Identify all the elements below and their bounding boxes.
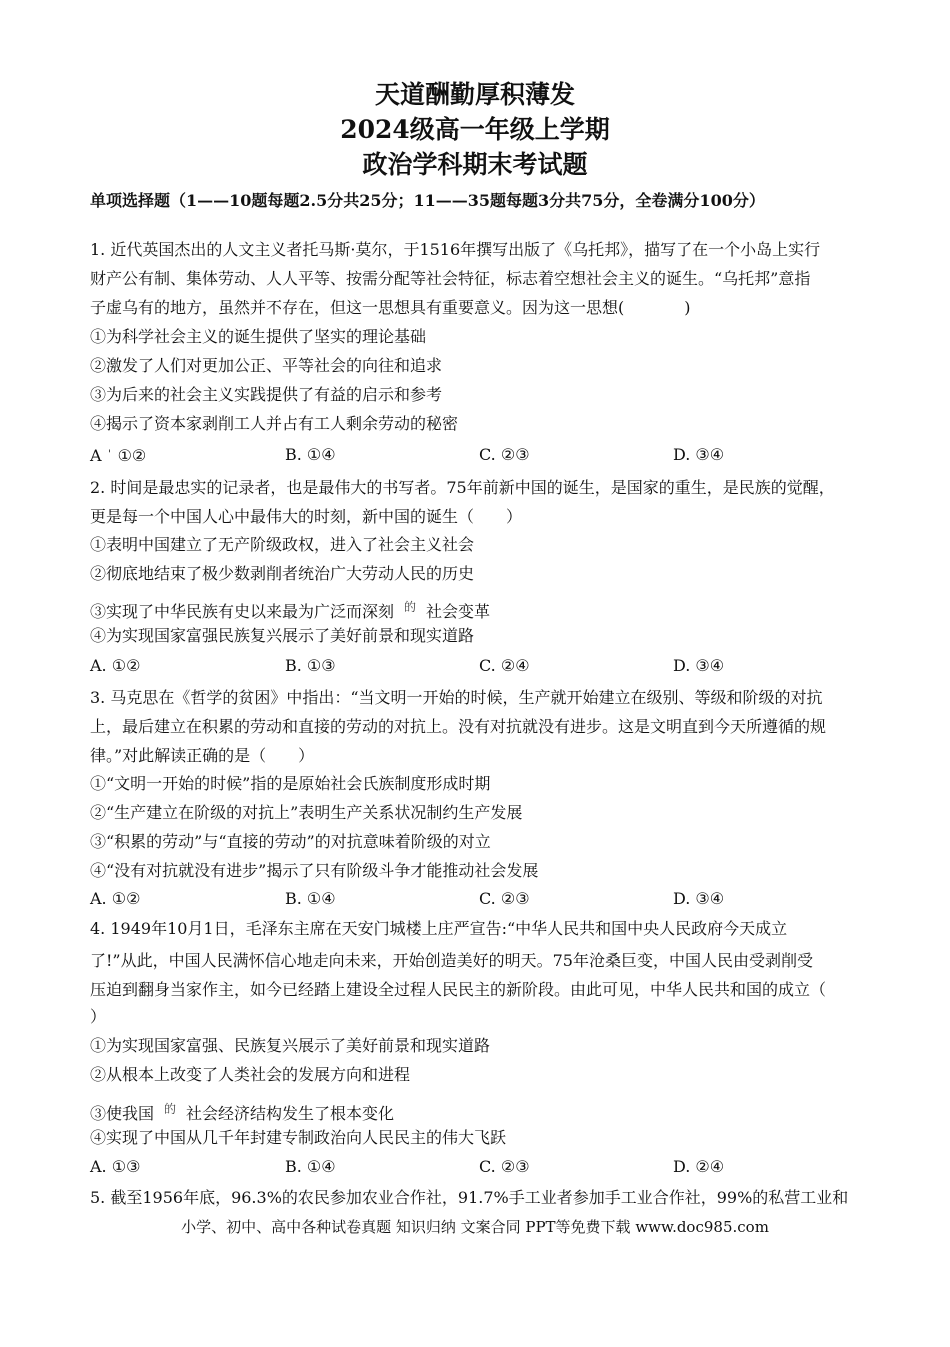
detached-character: 的 — [404, 600, 417, 614]
statement-text: ③实现了中华民族有史以来最为广泛而深刻 — [90, 602, 395, 621]
option-a-letter: A — [90, 446, 102, 465]
option-c: C. ②③ — [479, 1157, 530, 1176]
statement-item: ①为实现国家富强、民族复兴展示了美好前景和现实道路 — [90, 1036, 491, 1055]
option-b: B. ①④ — [285, 1157, 336, 1176]
option-a-text: ①② — [117, 446, 147, 465]
question-stem-line: 3. 马克思在《哲学的贫困》中指出：“当文明一开始的时候，生产就开始建立在级别、等级和阶级的对抗 — [90, 688, 823, 707]
option-c: C. ②④ — [479, 656, 530, 675]
question-stem-line: 压迫到翻身当家作主，如今已经踏上建设全过程人民民主的新阶段。由此可见，中华人民共和国的成立（ — [90, 980, 827, 999]
option-d: D. ③④ — [673, 656, 725, 675]
statement-item: ②从根本上改变了人类社会的发展方向和进程 — [90, 1065, 411, 1084]
question-stem-line: 2. 时间是最忠实的记录者，也是最伟大的书写者。75年前新中国的诞生，是国家的重生，是民族的觉醒， — [90, 478, 835, 497]
detached-character: 的 — [164, 1102, 177, 1116]
statement-item: ②“生产建立在阶级的对抗上”表明生产关系状况制约生产发展 — [90, 803, 523, 822]
statement-text: 社会变革 — [426, 602, 491, 621]
option-a: A. ①② — [90, 656, 141, 675]
exam-title-grade: 2024级高一年级上学期 — [340, 115, 610, 144]
section-instructions: 单项选择题（1——10题每题2.5分共25分；11——35题每题3分共75分，全卷满分100分） — [90, 191, 765, 210]
option-b: B. ①④ — [285, 445, 336, 464]
statement-item: ③“积累的劳动”与“直接的劳动”的对抗意味着阶级的对立 — [90, 832, 491, 851]
statement-item: ①为科学社会主义的诞生提供了坚实的理论基础 — [90, 327, 427, 346]
option-a: A ' ①② — [90, 446, 147, 465]
option-a: A. ①② — [90, 889, 141, 908]
option-c: C. ②③ — [479, 445, 530, 464]
statement-item: ④揭示了资本家剥削工人并占有工人剩余劳动的秘密 — [90, 414, 459, 433]
option-b: B. ①③ — [285, 656, 336, 675]
question-stem-line: 了!”从此，中国人民满怀信心地走向未来，开始创造美好的明天。75年沧桑巨变，中国人民由受剥削受 — [90, 951, 813, 970]
question-stem-line: 4. 1949年10月1日，毛泽东主席在天安门城楼上庄严宣告:“中华人民共和国中央人民政府今天成立 — [90, 919, 788, 938]
page-footer: 小学、初中、高中各种试卷真题 知识归纳 文案合同 PPT等免费下载 www.doc985.com — [181, 1218, 769, 1236]
statement-item: ①表明中国建立了无产阶级政权，进入了社会主义社会 — [90, 535, 475, 554]
answer-blank-close: ) — [684, 298, 691, 317]
question-stem-line: 更是每一个中国人心中最伟大的时刻，新中国的诞生（ ） — [90, 507, 523, 526]
statement-item: ②激发了人们对更加公正、平等社会的向往和追求 — [90, 356, 443, 375]
statement-item — [90, 596, 880, 623]
question-stem-line: 上，最后建立在积累的劳动和直接的劳动的对抗上。没有对抗就没有进步。这是文明直到今天所遵循的规 — [90, 717, 827, 736]
question-stem-text: 子虚乌有的地方，虽然并不存在，但这一思想具有重要意义。因为这一思想( — [90, 298, 625, 317]
option-a: A. ①③ — [90, 1157, 141, 1176]
question-stem-line — [90, 297, 880, 319]
question-stem-line: 1. 近代英国杰出的人文主义者托马斯·莫尔，于1516年撰写出版了《乌托邦》，描写了在一个小岛上实行 — [90, 240, 821, 259]
statement-item: ④“没有对抗就没有进步”揭示了只有阶级斗争才能推动社会发展 — [90, 861, 539, 880]
option-d: D. ③④ — [673, 445, 725, 464]
statement-item: ③为后来的社会主义实践提供了有益的启示和参考 — [90, 385, 443, 404]
statement-text: ③使我国 — [90, 1104, 155, 1123]
exam-title-motto: 天道酬勤厚积薄发 — [374, 80, 575, 109]
question-stem-line: 律。”对此解读正确的是（ ） — [90, 746, 315, 765]
exam-title-subject: 政治学科期末考试题 — [362, 150, 588, 179]
question-stem-line: ） — [90, 1007, 107, 1026]
question-stem-line: 财产公有制、集体劳动、人人平等、按需分配等社会特征，标志着空想社会主义的诞生。“乌托邦”意指 — [90, 269, 811, 288]
statement-item: ④为实现国家富强民族复兴展示了美好前景和现实道路 — [90, 626, 475, 645]
statement-text: 社会经济结构发生了根本变化 — [186, 1104, 395, 1123]
statement-item: ④实现了中国从几千年封建专制政治向人民民主的伟大飞跃 — [90, 1128, 507, 1147]
statement-item — [90, 1098, 880, 1125]
option-d: D. ②④ — [673, 1157, 725, 1176]
question-stem-line: 5. 截至1956年底，96.3%的农民参加农业合作社，91.7%手工业者参加手工业合作社，99%的私营工业和 — [90, 1188, 849, 1207]
statement-item: ②彻底地结束了极少数剥削者统治广大劳动人民的历史 — [90, 564, 475, 583]
option-b: B. ①④ — [285, 889, 336, 908]
statement-item: ①“文明一开始的时候”指的是原始社会氏族制度形成时期 — [90, 774, 491, 793]
option-d: D. ③④ — [673, 889, 725, 908]
option-c: C. ②③ — [479, 889, 530, 908]
